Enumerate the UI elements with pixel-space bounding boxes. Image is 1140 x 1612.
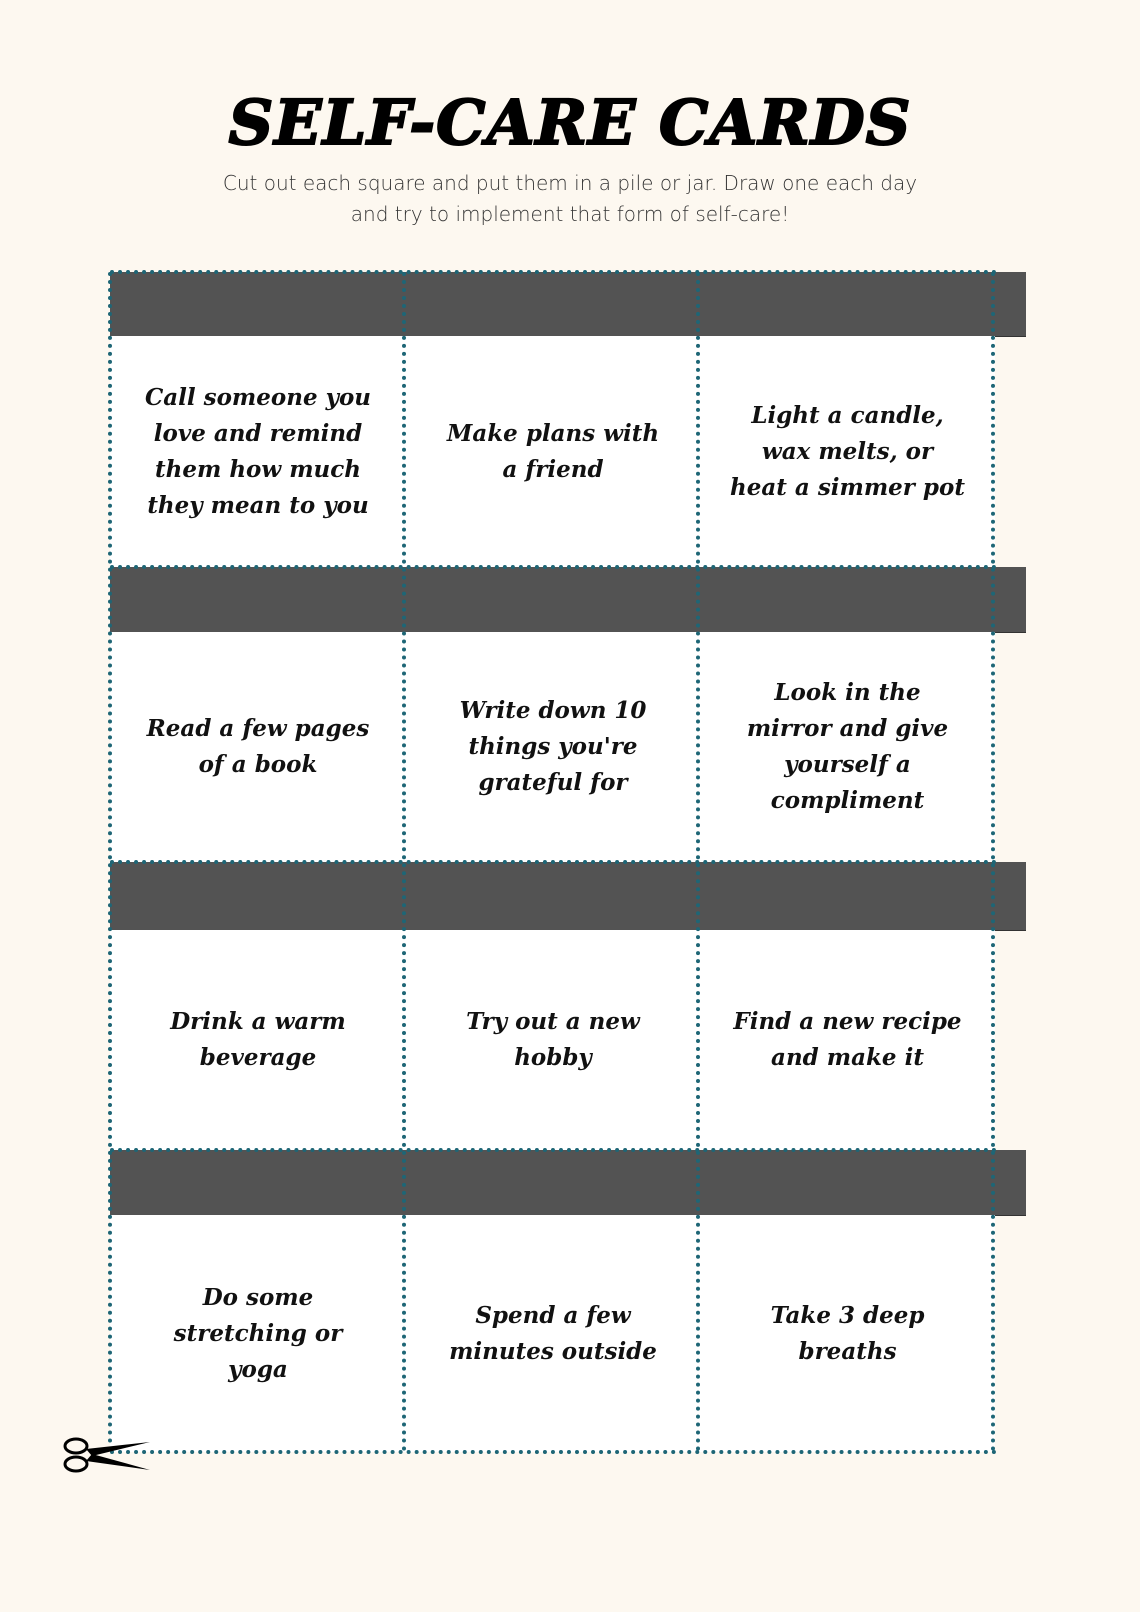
cut-line: [110, 860, 997, 864]
instructions-line-1: Cut out each square and put them in a pile or jar. Draw one each day: [222, 171, 918, 195]
cut-line: [108, 272, 112, 1452]
self-care-card: [406, 336, 700, 567]
self-care-card: [700, 632, 995, 862]
card-header-band: [110, 272, 1026, 337]
cut-line: [110, 1450, 997, 1454]
self-care-card: [110, 632, 406, 862]
card-text: Take 3 deep breaths: [770, 1301, 925, 1365]
card-header-band: [110, 862, 1026, 931]
card-grid: [110, 272, 1026, 1452]
card-text: Make plans with a friend: [446, 419, 660, 483]
card-text: Find a new recipe and make it: [733, 1008, 962, 1071]
card-text: Do some stretching or yoga: [173, 1283, 343, 1383]
cut-line: [696, 272, 700, 1452]
card-text: Spend a few minutes outside: [449, 1301, 657, 1365]
card-header-band: [110, 567, 1026, 633]
self-care-card: [110, 1215, 406, 1452]
self-care-card: [406, 632, 700, 862]
card-text: Call someone you love and remind them how much they mean to you: [144, 383, 372, 519]
self-care-card: [700, 336, 995, 567]
self-care-card: [700, 930, 995, 1150]
scissors-icon: [62, 1434, 152, 1474]
self-care-card: [110, 930, 406, 1150]
card-text: Write down 10 things you're grateful for: [459, 697, 647, 796]
self-care-card: [406, 930, 700, 1150]
cut-line: [110, 1148, 997, 1152]
cut-line: [110, 270, 997, 274]
instructions: [200, 168, 940, 230]
card-text: Read a few pages of a book: [146, 715, 370, 778]
self-care-card: [406, 1215, 700, 1452]
self-care-card: [110, 336, 406, 567]
card-text: Try out a new hobby: [466, 1008, 640, 1071]
cut-line: [402, 272, 406, 1452]
card-text: Look in the mirror and give yourself a compliment: [746, 679, 949, 814]
card-text: Drink a warm beverage: [170, 1008, 346, 1071]
cut-line: [991, 272, 995, 1452]
cut-line: [110, 565, 997, 569]
card-header-band: [110, 1150, 1026, 1216]
instructions-line-2: and try to implement that form of self-care!: [350, 202, 790, 226]
page-title: SELF-CARE CARDS: [228, 86, 912, 159]
self-care-card: [700, 1215, 995, 1452]
card-text: Light a candle, wax melts, or heat a simmer pot: [730, 401, 965, 501]
